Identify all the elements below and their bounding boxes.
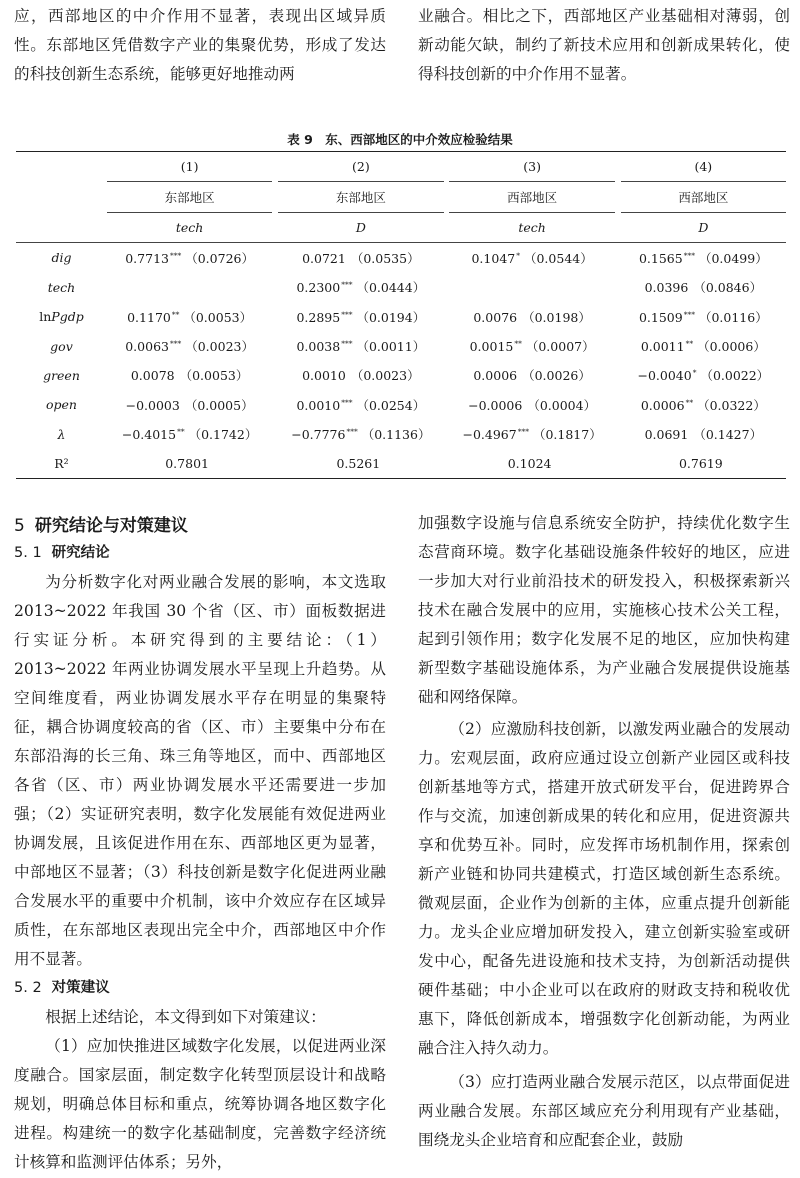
- coefficient: 0.1170: [127, 309, 171, 325]
- value-cell: [621, 273, 786, 302]
- coefficient: −0.0006: [468, 397, 523, 413]
- value-cell: [107, 390, 272, 419]
- table-row: [16, 420, 786, 449]
- coefficient: 0.7801: [165, 456, 209, 472]
- significance-stars: ***: [346, 427, 358, 437]
- variable-name: R²: [54, 456, 69, 472]
- value-cell: [278, 331, 443, 360]
- body-right-column: [418, 509, 790, 1155]
- standard-error: （0.0053）: [179, 368, 249, 384]
- value-cell: [449, 243, 614, 273]
- significance-stars: ***: [341, 397, 353, 407]
- value-cell: [107, 243, 272, 273]
- header-cell: (4): [621, 152, 786, 182]
- paragraph: 根据上述结论，本文得到如下对策建议：: [45, 1008, 326, 1026]
- body-left-column: [14, 513, 386, 1177]
- header-cell: tech: [107, 212, 272, 242]
- coefficient: −0.4015: [121, 427, 177, 443]
- significance-stars: **: [514, 339, 522, 349]
- coefficient: 0.7713: [125, 250, 169, 266]
- significance-stars: ***: [517, 427, 529, 437]
- section-number: 5: [14, 516, 25, 536]
- variable-name: λ: [57, 426, 66, 442]
- header-cell: 西部地区: [621, 182, 786, 212]
- top-left-column: [14, 2, 386, 89]
- significance-stars: *: [692, 368, 697, 378]
- value-cell: [449, 420, 614, 449]
- corner-cell: [16, 212, 107, 242]
- coefficient: 0.2895: [296, 309, 341, 325]
- significance-stars: **: [685, 339, 694, 349]
- variable-cell: [16, 390, 107, 419]
- standard-error: （0.0726）: [185, 250, 254, 266]
- variable-cell: [16, 273, 107, 302]
- value-cell: [107, 361, 272, 390]
- subsection-number: 5. 2: [14, 980, 42, 996]
- significance-stars: ***: [341, 339, 353, 349]
- coefficient: 0.2300: [296, 280, 341, 296]
- subsection-number: 5. 1: [14, 545, 42, 561]
- standard-error: （0.0005）: [184, 397, 254, 413]
- table-caption: 表 9 东、西部地区的中介效应检验结果: [287, 132, 513, 147]
- coefficient: −0.7776: [291, 427, 346, 443]
- mediation-effect-table: [16, 151, 786, 479]
- variable-cell: [16, 420, 107, 449]
- standard-error: （0.0116）: [698, 309, 768, 325]
- subsection-heading: [14, 974, 386, 1003]
- header-cell: tech: [449, 212, 614, 242]
- variable-name: Pgdp: [51, 309, 84, 325]
- standard-error: （0.0198）: [522, 309, 591, 325]
- header-cell: (2): [278, 152, 443, 182]
- standard-error: （0.0007）: [525, 339, 595, 355]
- value-cell: [107, 331, 272, 360]
- value-cell: [107, 420, 272, 449]
- value-cell: [621, 243, 786, 273]
- paragraph: 加强数字设施与信息系统安全防护，持续优化数字生态营商环境。数字化基础设施条件较好的地区，应进一步加大对行业前沿技术的研发投入，积极探索新兴技术在融合发展中的应用，实施核心技术公关工程，起到引领作用；数字化发展不足的地区，应加快构建新型数字基础设施体系，为产业融合发展提供设施基础和网络保障。: [418, 514, 790, 706]
- value-cell: [621, 361, 786, 390]
- paragraph: 为分析数字化对两业融合发展的影响，本文选取 2013~2022 年我国 30 个省（区、市）面板数据进行实证分析。本研究得到的主要结论：（1）2013~2022 年两业协调发展水平呈现上升趋势。从空间维度看，两业协调发展水平存在明显的集聚特征，耦合协调度较高的省（区、市）主要集中分布在东部沿海的长三角、珠三角等地区，而中、西部地区各省（区、市）两业协调发展水平还需要进一步加强；（2）实证研究表明，数字化发展能有效促进两业协调发展，且该促进作用在东、西部地区更为显著，中部地区不显著；（3）科技创新是数字化促进两业融合发展水平的重要中介机制，该中介效应存在区域异质性，在东部地区表现出完全中介，西部地区中介作用不显著。: [14, 573, 386, 968]
- header-cell: 东部地区: [107, 182, 272, 212]
- top-right-column: [418, 2, 790, 89]
- header-cell: 东部地区: [278, 182, 443, 212]
- table-row: [16, 273, 786, 302]
- value-cell: [621, 390, 786, 419]
- significance-stars: ***: [341, 309, 353, 319]
- header-cell: D: [621, 212, 786, 242]
- coefficient: 0.0038: [296, 339, 341, 355]
- header-cell: 西部地区: [449, 182, 614, 212]
- coefficient: 0.0010: [296, 397, 341, 413]
- standard-error: （0.1427）: [693, 427, 763, 443]
- standard-error: （0.0254）: [356, 397, 426, 413]
- coefficient: 0.0011: [640, 339, 685, 355]
- variable-prefix: ln: [39, 309, 52, 325]
- header-cell: (3): [449, 152, 614, 182]
- subsection-title: 对策建议: [51, 980, 110, 996]
- significance-stars: ***: [341, 280, 353, 290]
- coefficient: 0.0721: [302, 250, 346, 266]
- coefficient: −0.4967: [462, 427, 517, 443]
- standard-error: （0.1136）: [361, 427, 431, 443]
- coefficient: −0.0003: [125, 397, 180, 413]
- value-cell: [621, 420, 786, 449]
- coefficient: 0.1509: [638, 309, 683, 325]
- table-row: [16, 390, 786, 419]
- coefficient: 0.0015: [469, 339, 514, 355]
- significance-stars: ***: [169, 250, 182, 260]
- standard-error: （0.1742）: [188, 427, 258, 443]
- variable-name: open: [45, 397, 77, 413]
- variable-name: tech: [47, 279, 76, 295]
- paragraph: （2）应激励科技创新，以激发两业融合的发展动力。宏观层面，政府应通过设立创新产业园区或科技创新基地等方式，搭建开放式研发平台，促进跨界合作与交流，加速创新成果的转化和应用，促进资源共享和优势互补。同时，应发挥市场机制作用，探索创新产业链和协同共建模式，打造区域创新生态系统。微观层面，企业作为创新的主体，应重点提升创新能力。龙头企业应增加研发投入，建立创新实验室或研发中心，配备先进设施和技术支持，为创新活动提供硬件基础；中小企业可以在政府的财政支持和税收优惠下，降低创新成本，增强数字化创新动能，为两业融合注入持久动力。: [418, 720, 790, 1057]
- standard-error: （0.0499）: [698, 250, 768, 266]
- section-title: 研究结论与对策建议: [34, 516, 188, 536]
- coefficient: 0.0010: [302, 368, 346, 384]
- variable-cell: [16, 449, 107, 479]
- value-cell: [278, 273, 443, 302]
- corner-cell: [16, 152, 107, 182]
- variable-name: dig: [51, 250, 72, 266]
- value-cell: [621, 302, 786, 331]
- coefficient: 0.0076: [473, 309, 518, 325]
- significance-stars: **: [171, 309, 180, 319]
- section-heading: [14, 513, 386, 539]
- value-cell: [449, 302, 614, 331]
- variable-cell: [16, 302, 107, 331]
- paragraph: 业融合。相比之下，西部地区产业基础相对薄弱，创新动能欠缺，制约了新技术应用和创新成果转化，使得科技创新的中介作用不显著。: [418, 7, 790, 83]
- standard-error: （0.0023）: [185, 339, 254, 355]
- table-row: [16, 331, 786, 360]
- subsection-heading: [14, 539, 386, 568]
- significance-stars: **: [685, 397, 694, 407]
- coefficient: 0.1047: [471, 250, 516, 266]
- significance-stars: ***: [683, 309, 695, 319]
- significance-stars: ***: [683, 250, 695, 260]
- value-cell: [621, 449, 786, 479]
- standard-error: （0.0053）: [183, 309, 253, 325]
- significance-stars: *: [516, 250, 520, 260]
- significance-stars: **: [177, 427, 185, 437]
- header-cell: (1): [107, 152, 272, 182]
- paragraph: 应，西部地区的中介作用不显著，表现出区域异质性。东部地区凭借数字产业的集聚优势，形成了发达的科技创新生态系统，能够更好地推动两: [14, 7, 386, 83]
- value-cell: [449, 273, 614, 302]
- table-row: [16, 302, 786, 331]
- variable-name: green: [43, 367, 80, 383]
- standard-error: （0.0026）: [522, 368, 591, 384]
- coefficient: 0.0078: [130, 368, 175, 384]
- value-cell: [278, 420, 443, 449]
- value-cell: [449, 331, 614, 360]
- value-cell: [278, 243, 443, 273]
- dependent-variable-row: [16, 212, 786, 242]
- standard-error: （0.0022）: [700, 368, 770, 384]
- coefficient: 0.1024: [507, 456, 552, 472]
- standard-error: （0.0004）: [527, 397, 597, 413]
- variable-name: gov: [50, 338, 73, 354]
- coefficient: 0.0006: [640, 397, 685, 413]
- value-cell: [621, 331, 786, 360]
- coefficient: 0.5261: [336, 456, 381, 472]
- region-row: [16, 182, 786, 212]
- value-cell: [278, 361, 443, 390]
- subsection-title: 研究结论: [51, 545, 110, 561]
- standard-error: （0.0194）: [356, 309, 426, 325]
- standard-error: （0.0444）: [356, 280, 426, 296]
- value-cell: [107, 449, 272, 479]
- standard-error: （0.0846）: [693, 280, 763, 296]
- standard-error: （0.0535）: [350, 250, 420, 266]
- variable-cell: [16, 361, 107, 390]
- value-cell: [449, 390, 614, 419]
- value-cell: [278, 449, 443, 479]
- variable-cell: [16, 331, 107, 360]
- coefficient: 0.1565: [638, 250, 683, 266]
- standard-error: （0.0322）: [697, 397, 766, 413]
- value-cell: [278, 390, 443, 419]
- standard-error: （0.1817）: [532, 427, 602, 443]
- table-row: [16, 449, 786, 479]
- header-cell: D: [278, 212, 443, 242]
- coefficient: 0.0691: [644, 427, 689, 443]
- value-cell: [278, 302, 443, 331]
- variable-cell: [16, 243, 107, 273]
- paragraph: （1）应加快推进区域数字化发展，以促进两业深度融合。国家层面，制定数字化转型顶层设计和战略规划，明确总体目标和重点，统筹协调各地区数字化进程。构建统一的数字化基础制度，完善数字经济统计核算和监测评估体系；另外，: [14, 1037, 386, 1171]
- value-cell: [449, 449, 614, 479]
- standard-error: （0.0023）: [350, 368, 420, 384]
- value-cell: [449, 361, 614, 390]
- significance-stars: ***: [169, 339, 182, 349]
- value-cell: [107, 302, 272, 331]
- standard-error: （0.0006）: [697, 339, 766, 355]
- value-cell: [107, 273, 272, 302]
- coefficient: 0.0006: [473, 368, 518, 384]
- paragraph: （3）应打造两业融合发展示范区，以点带面促进两业融合发展。东部区域应充分利用现有产业基础，围绕龙头企业培育和应配套企业，鼓励: [418, 1073, 790, 1149]
- corner-cell: [16, 182, 107, 212]
- column-number-row: [16, 152, 786, 182]
- standard-error: （0.0011）: [356, 339, 426, 355]
- table-row: [16, 243, 786, 273]
- standard-error: （0.0544）: [523, 250, 593, 266]
- coefficient: 0.0396: [644, 280, 689, 296]
- coefficient: 0.0063: [125, 339, 169, 355]
- table-row: [16, 361, 786, 390]
- coefficient: 0.7619: [678, 456, 723, 472]
- coefficient: −0.0040: [637, 368, 692, 384]
